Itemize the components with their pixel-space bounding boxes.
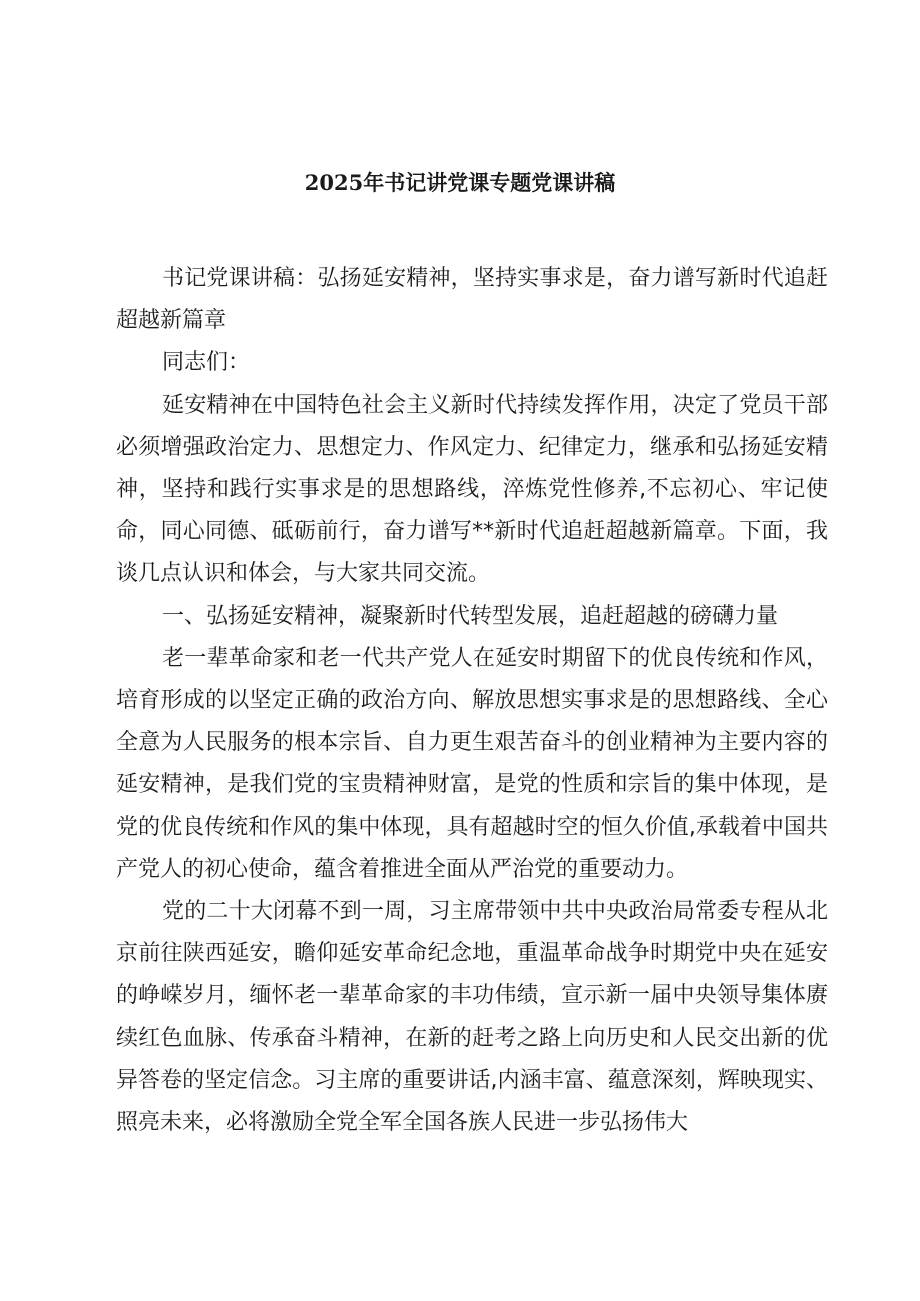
intro-paragraph: 延安精神在中国特色社会主义新时代持续发挥作用，决定了党员干部必须增强政治定力、思想定力、作风定力、纪律定力，继承和弘扬延安精神，坚持和践行实事求是的思想路线，淬炼党性修养,不忘初心、牢记使命，同心同德、砥砺前行，奋力谱写**新时代追赶超越新篇章。下面，我谈几点认识和体会，与大家共同交流。 bbox=[116, 392, 828, 587]
body-paragraph: 老一辈革命家和老一代共产党人在延安时期留下的优良传统和作风，培育形成的以坚定正确的政治方向、解放思想实事求是的思想路线、全心全意为人民服务的根本宗旨、自力更生艰苦奋斗的创业精神为主要内容的延安精神，是我们党的宝贵精神财富，是党的性质和宗旨的集中体现，是党的优良传统和作风的集中体现，具有超越时空的恒久价值,承载着中国共产党人的初心使命，蕴含着推进全面从严治党的重要动力。 bbox=[116, 645, 828, 882]
section-heading-1: 一、弘扬延安精神，凝聚新时代转型发展，追赶超越的磅礴力量 bbox=[162, 603, 779, 629]
salutation: 同志们： bbox=[162, 350, 251, 376]
document-title: 2025年书记讲党课专题党课讲稿 bbox=[304, 170, 616, 195]
lecture-subtitle: 书记党课讲稿：弘扬延安精神，坚持实事求是，奋力谱写新时代追赶超越新篇章 bbox=[116, 266, 828, 334]
document-body bbox=[116, 258, 828, 1144]
body-paragraph: 党的二十大闭幕不到一周，习主席带领中共中央政治局常委专程从北京前往陕西延安，瞻仰延安革命纪念地，重温革命战争时期党中央在延安的峥嵘岁月，缅怀老一辈革命家的丰功伟绩，宣示新一届中央领导集体赓续红色血脉、传承奋斗精神，在新的赶考之路上向历史和人民交出新的优异答卷的坚定信念。习主席的重要讲话,内涵丰富、蕴意深刻，辉映现实、照亮未来，必将激励全党全军全国各族人民进一步弘扬伟大 bbox=[116, 899, 828, 1136]
